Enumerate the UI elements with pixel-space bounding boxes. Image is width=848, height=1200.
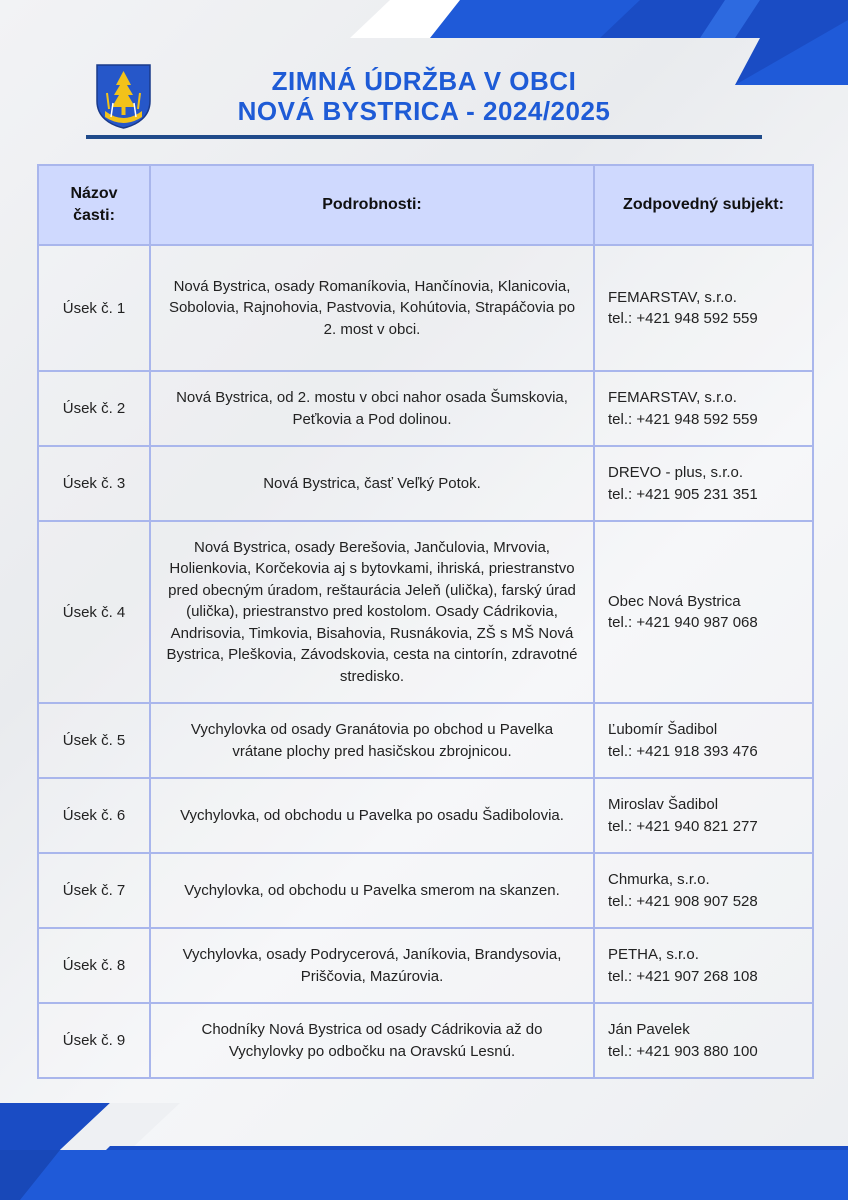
responsible-phone: tel.: +421 918 393 476 [608, 742, 758, 760]
responsible-name: Chmurka, s.r.o. [608, 871, 710, 888]
section-details: Chodníky Nová Bystrica od osady Cádrikovia až do Vychylovky po odbočku na Oravskú Lesnú. [150, 1003, 594, 1078]
table-header-row [38, 165, 813, 245]
column-header-responsible: Zodpovedný subjekt: [594, 165, 813, 245]
section-name: Úsek č. 3 [38, 446, 150, 521]
coat-of-arms-icon [95, 63, 152, 129]
section-name: Úsek č. 2 [38, 371, 150, 446]
responsible-name: DREVO - plus, s.r.o. [608, 464, 744, 481]
table-row [38, 928, 813, 1003]
section-name: Úsek č. 6 [38, 778, 150, 853]
responsible-party [594, 928, 813, 1003]
section-name: Úsek č. 4 [38, 521, 150, 703]
section-details: Nová Bystrica, osady Berešovia, Jančulovia, Mrvovia, Holienkovia, Korčekovia aj s bytovkami, ihriská, priestranstvo pred obecným úradom, reštaurácia Jeleň (ulička), farský úrad (ulička), priestranstvo pred kostolom. Osady Cádrikovia, Andrisovia, Timkovia, Bisahovia, Rusnákovia, ZŠ s MŠ Nová Bystrica, Pleškovia, Závodskovia, cesta na cintorín, zdravotné stredisko. [150, 521, 594, 703]
responsible-party [594, 371, 813, 446]
responsible-name: Obec Nová Bystrica [608, 592, 741, 610]
responsible-name: FEMARSTAV, s.r.o. [608, 389, 737, 406]
responsible-phone: tel.: +421 905 231 351 [608, 485, 758, 503]
column-header-name: Názov časti: [38, 165, 150, 245]
section-name: Úsek č. 9 [38, 1003, 150, 1078]
table-row [38, 446, 813, 521]
responsible-phone: tel.: +421 948 592 559 [608, 310, 758, 327]
responsible-phone: tel.: +421 908 907 528 [608, 892, 758, 910]
section-details: Vychylovka, od obchodu u Pavelka smerom na skanzen. [150, 853, 594, 928]
responsible-name: FEMARSTAV, s.r.o. [608, 288, 737, 306]
section-details: Nová Bystrica, osady Romaníkovia, Hančínovia, Klanicovia, Sobolovia, Rajnohovia, Pastvovia, Kohútovia, Strapáčovia po 2. most v obci. [150, 245, 594, 371]
table-row [38, 371, 813, 446]
responsible-phone: tel.: +421 948 592 559 [608, 410, 758, 428]
section-details: Vychylovka, osady Podrycerová, Janíkovia, Brandysovia, Priščovia, Mazúrovia. [150, 928, 594, 1003]
section-name: Úsek č. 5 [38, 703, 150, 778]
responsible-phone: tel.: +421 903 880 100 [608, 1042, 758, 1060]
responsible-name: Ján Pavelek [608, 1021, 690, 1038]
maintenance-table [37, 164, 814, 1079]
section-details: Vychylovka od osady Granátovia po obchod u Pavelka vrátane plochy pred hasičskou zbrojnicou. [150, 703, 594, 778]
responsible-name: Miroslav Šadibol [608, 796, 719, 813]
section-details: Nová Bystrica, časť Veľký Potok. [150, 446, 594, 521]
table-row [38, 521, 813, 703]
responsible-party [594, 853, 813, 928]
table-row [38, 245, 813, 371]
table-row [38, 778, 813, 853]
section-details: Vychylovka, od obchodu u Pavelka po osadu Šadibolovia. [150, 778, 594, 853]
responsible-name: Ľubomír Šadibol [608, 721, 718, 738]
responsible-party [594, 446, 813, 521]
responsible-party [594, 521, 813, 703]
responsible-phone: tel.: +421 940 821 277 [608, 817, 758, 835]
table-row [38, 1003, 813, 1078]
section-name: Úsek č. 8 [38, 928, 150, 1003]
responsible-phone: tel.: +421 907 268 108 [608, 967, 758, 985]
responsible-party [594, 703, 813, 778]
section-name: Úsek č. 1 [38, 245, 150, 371]
section-details: Nová Bystrica, od 2. mostu v obci nahor osada Šumskovia, Peťkovia a Pod dolinou. [150, 371, 594, 446]
column-header-details: Podrobnosti: [150, 165, 594, 245]
table-row [38, 703, 813, 778]
responsible-phone: tel.: +421 940 987 068 [608, 614, 758, 631]
page-title-line-1: ZIMNÁ ÚDRŽBA V OBCI [271, 66, 577, 96]
responsible-party [594, 778, 813, 853]
header-divider [86, 135, 762, 139]
page-title-line-2: NOVÁ BYSTRICA - 2024/2025 [237, 96, 611, 126]
table-row [38, 853, 813, 928]
responsible-party [594, 1003, 813, 1078]
responsible-party [594, 245, 813, 371]
responsible-name: PETHA, s.r.o. [608, 946, 699, 963]
section-name: Úsek č. 7 [38, 853, 150, 928]
